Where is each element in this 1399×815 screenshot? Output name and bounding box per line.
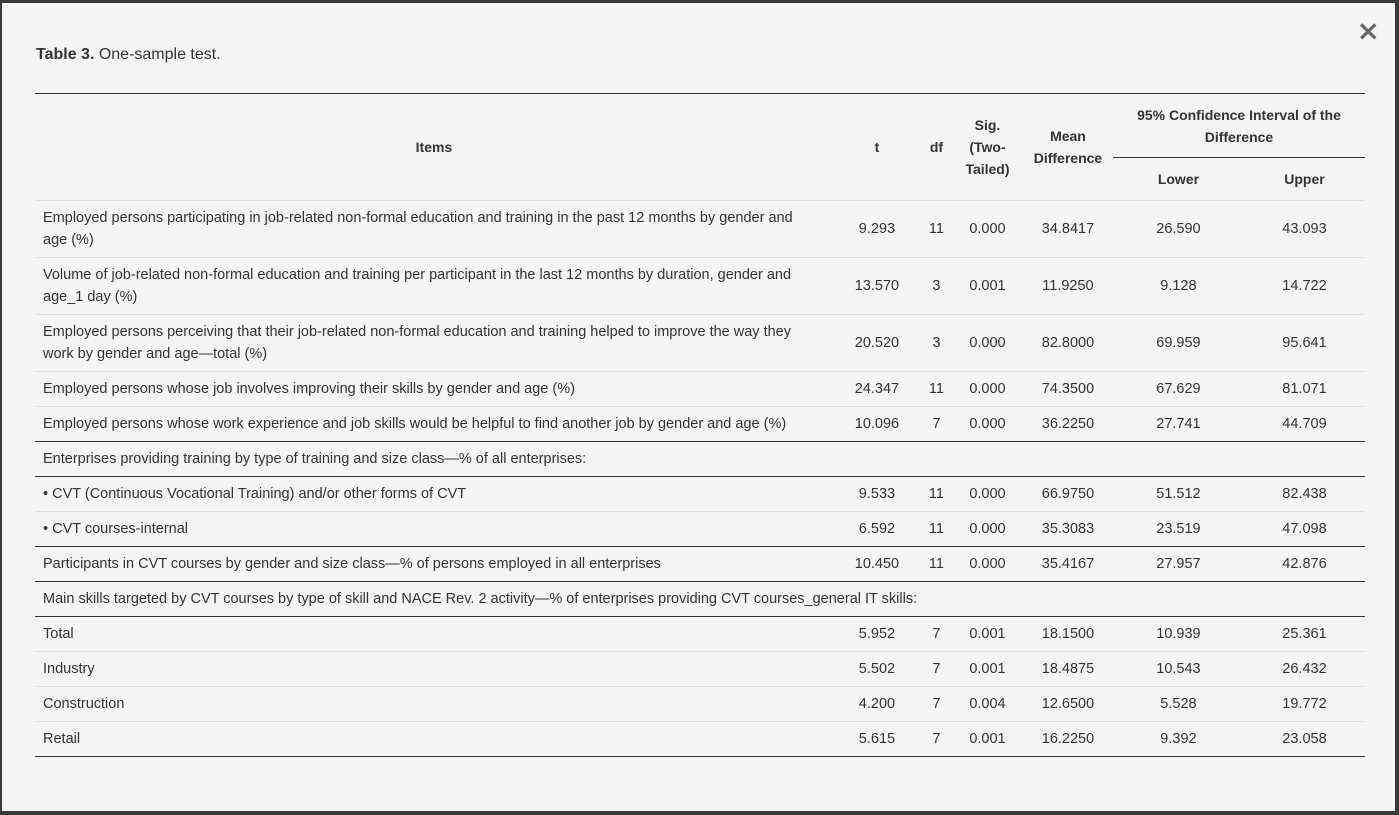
item-text: Employed persons perceiving that their job-related non-formal education and training helped to improve the way they xyxy=(43,324,791,340)
item-cell xyxy=(35,617,833,652)
sig-cell: 0.001 xyxy=(969,661,1006,677)
table-modal xyxy=(2,3,1395,811)
upper-cell: 81.071 xyxy=(1282,381,1327,397)
item-text: age (%) xyxy=(43,232,94,248)
t-cell: 10.096 xyxy=(854,416,900,432)
header-items: Items xyxy=(415,139,453,155)
header-sig-line-1: Sig. xyxy=(974,117,1001,133)
df-cell: 7 xyxy=(932,626,941,642)
upper-cell: 42.876 xyxy=(1282,556,1327,572)
item-cell xyxy=(35,201,833,258)
header-confidence-interval xyxy=(1113,94,1365,158)
item-cell xyxy=(35,547,833,582)
sig-cell: 0.001 xyxy=(969,626,1006,642)
item-cell xyxy=(35,687,833,722)
table-row xyxy=(35,512,1365,547)
lower-cell: 51.512 xyxy=(1156,486,1201,502)
sig-cell: 0.000 xyxy=(969,486,1006,502)
mean-cell: 18.1500 xyxy=(1041,626,1095,642)
mean-cell: 82.8000 xyxy=(1041,335,1095,351)
df-cell: 7 xyxy=(932,416,941,432)
df-cell: 11 xyxy=(928,381,944,397)
sig-cell: 0.000 xyxy=(969,556,1006,572)
item-text: Retail xyxy=(43,731,81,747)
header-mean-line-1: Mean xyxy=(1050,128,1086,144)
header-df: df xyxy=(929,139,944,155)
header-sig-line-2: (Two- xyxy=(969,139,1006,155)
mean-cell: 35.4167 xyxy=(1041,556,1095,572)
mean-cell: 11.9250 xyxy=(1042,278,1094,294)
table-row xyxy=(35,687,1365,722)
t-cell: 5.952 xyxy=(858,626,896,642)
header-upper: Upper xyxy=(1284,171,1325,187)
item-cell xyxy=(35,315,833,372)
upper-cell: 26.432 xyxy=(1282,661,1327,677)
t-cell: 13.570 xyxy=(854,278,900,294)
mean-cell: 36.2250 xyxy=(1041,416,1095,432)
lower-cell: 9.128 xyxy=(1160,278,1197,294)
section-label: Enterprises providing training by type of training and size class—% of all enterprises: xyxy=(43,451,587,467)
table-row xyxy=(35,547,1365,582)
item-text: Employed persons participating in job-related non-formal education and training in the past 12 months by gender and xyxy=(43,210,793,226)
t-cell: 24.347 xyxy=(854,381,900,397)
upper-cell: 14.722 xyxy=(1282,278,1327,294)
mean-cell: 35.3083 xyxy=(1041,521,1095,537)
item-cell xyxy=(35,652,833,687)
upper-cell: 23.058 xyxy=(1282,731,1327,747)
lower-cell: 10.939 xyxy=(1156,626,1201,642)
t-cell: 5.502 xyxy=(858,661,896,677)
lower-cell: 27.741 xyxy=(1156,416,1201,432)
header-sig-line-3: Tailed) xyxy=(965,161,1010,177)
item-text: Participants in CVT courses by gender and size class—% of persons employed in all enterprises xyxy=(43,556,661,572)
df-cell: 3 xyxy=(932,335,941,351)
item-text: age_1 day (%) xyxy=(43,289,138,305)
table-row xyxy=(35,258,1365,315)
upper-cell: 19.772 xyxy=(1282,696,1327,712)
item-cell xyxy=(35,372,833,407)
upper-cell: 43.093 xyxy=(1282,221,1327,237)
sig-cell: 0.004 xyxy=(969,696,1006,712)
item-text: • CVT courses-internal xyxy=(43,521,189,537)
sig-cell: 0.001 xyxy=(969,731,1006,747)
table-body xyxy=(35,201,1365,757)
lower-cell: 10.543 xyxy=(1156,661,1201,677)
item-text: Construction xyxy=(43,696,125,712)
t-cell: 20.520 xyxy=(854,335,900,351)
header-ci-line-2: Difference xyxy=(1204,128,1274,145)
t-cell: 6.592 xyxy=(858,521,896,537)
table-row xyxy=(35,477,1365,512)
lower-cell: 27.957 xyxy=(1156,556,1201,572)
caption-text: One-sample test. xyxy=(94,46,221,63)
item-text: work by gender and age—total (%) xyxy=(43,346,268,362)
t-cell: 4.200 xyxy=(858,696,896,712)
item-text: Employed persons whose work experience and job skills would be helpful to find another job by gender and age (%) xyxy=(43,416,787,432)
table-caption xyxy=(36,46,221,64)
mean-cell: 16.2250 xyxy=(1041,731,1095,747)
mean-cell: 66.9750 xyxy=(1041,486,1095,502)
table-row xyxy=(35,652,1365,687)
item-cell xyxy=(35,258,833,315)
t-cell: 10.450 xyxy=(854,556,900,572)
t-cell: 9.533 xyxy=(858,486,896,502)
sig-cell: 0.000 xyxy=(969,221,1006,237)
sig-cell: 0.000 xyxy=(969,416,1006,432)
one-sample-test-table xyxy=(35,93,1365,757)
item-text: Volume of job-related non-formal education and training per participant in the last 12 months by duration, gender and xyxy=(43,267,792,283)
upper-cell: 47.098 xyxy=(1282,521,1327,537)
df-cell: 3 xyxy=(932,278,941,294)
lower-cell: 5.528 xyxy=(1160,696,1197,712)
item-text: Industry xyxy=(43,661,95,677)
t-cell: 9.293 xyxy=(858,221,896,237)
upper-cell: 82.438 xyxy=(1282,486,1327,502)
sig-cell: 0.000 xyxy=(969,381,1006,397)
table-row xyxy=(35,617,1365,652)
upper-cell: 95.641 xyxy=(1282,335,1327,351)
section-row xyxy=(35,582,1365,617)
lower-cell: 26.590 xyxy=(1156,221,1201,237)
t-cell: 5.615 xyxy=(858,731,896,747)
item-cell xyxy=(35,722,833,757)
item-text: Total xyxy=(43,626,74,642)
df-cell: 11 xyxy=(928,556,944,572)
df-cell: 7 xyxy=(932,661,941,677)
lower-cell: 9.392 xyxy=(1160,731,1197,747)
close-icon[interactable]: × xyxy=(1356,14,1380,47)
caption-label: Table 3. xyxy=(36,46,95,63)
header-ci-line-1: 95% Confidence Interval of the xyxy=(1137,106,1341,123)
table-row xyxy=(35,201,1365,258)
sig-cell: 0.001 xyxy=(969,278,1006,294)
table-row xyxy=(35,722,1365,757)
header-mean-line-2: Difference xyxy=(1033,150,1103,166)
df-cell: 7 xyxy=(932,731,941,747)
item-cell xyxy=(35,512,833,547)
header-mean-difference xyxy=(1023,94,1113,201)
section-row xyxy=(35,442,1365,477)
item-text: Employed persons whose job involves improving their skills by gender and age (%) xyxy=(43,381,575,397)
sig-cell: 0.000 xyxy=(969,335,1006,351)
header-t: t xyxy=(874,139,880,155)
df-cell: 7 xyxy=(932,696,941,712)
upper-cell: 25.361 xyxy=(1282,626,1327,642)
lower-cell: 69.959 xyxy=(1156,335,1201,351)
table-row xyxy=(35,315,1365,372)
mean-cell: 18.4875 xyxy=(1041,661,1095,677)
df-cell: 11 xyxy=(928,486,944,502)
sig-cell: 0.000 xyxy=(969,521,1006,537)
table-row xyxy=(35,372,1365,407)
header-sig xyxy=(952,94,1023,201)
lower-cell: 67.629 xyxy=(1156,381,1201,397)
mean-cell: 34.8417 xyxy=(1041,221,1095,237)
item-cell xyxy=(35,477,833,512)
upper-cell: 44.709 xyxy=(1282,416,1327,432)
header-lower: Lower xyxy=(1157,171,1200,187)
df-cell: 11 xyxy=(928,521,944,537)
item-text: • CVT (Continuous Vocational Training) and/or other forms of CVT xyxy=(43,486,467,502)
lower-cell: 23.519 xyxy=(1156,521,1201,537)
mean-cell: 12.6500 xyxy=(1041,696,1095,712)
item-cell xyxy=(35,407,833,442)
section-label: Main skills targeted by CVT courses by type of skill and NACE Rev. 2 activity—% of enterprises providing CVT courses_general IT skills: xyxy=(43,591,918,607)
table-row xyxy=(35,407,1365,442)
df-cell: 11 xyxy=(928,221,944,237)
mean-cell: 74.3500 xyxy=(1041,381,1095,397)
